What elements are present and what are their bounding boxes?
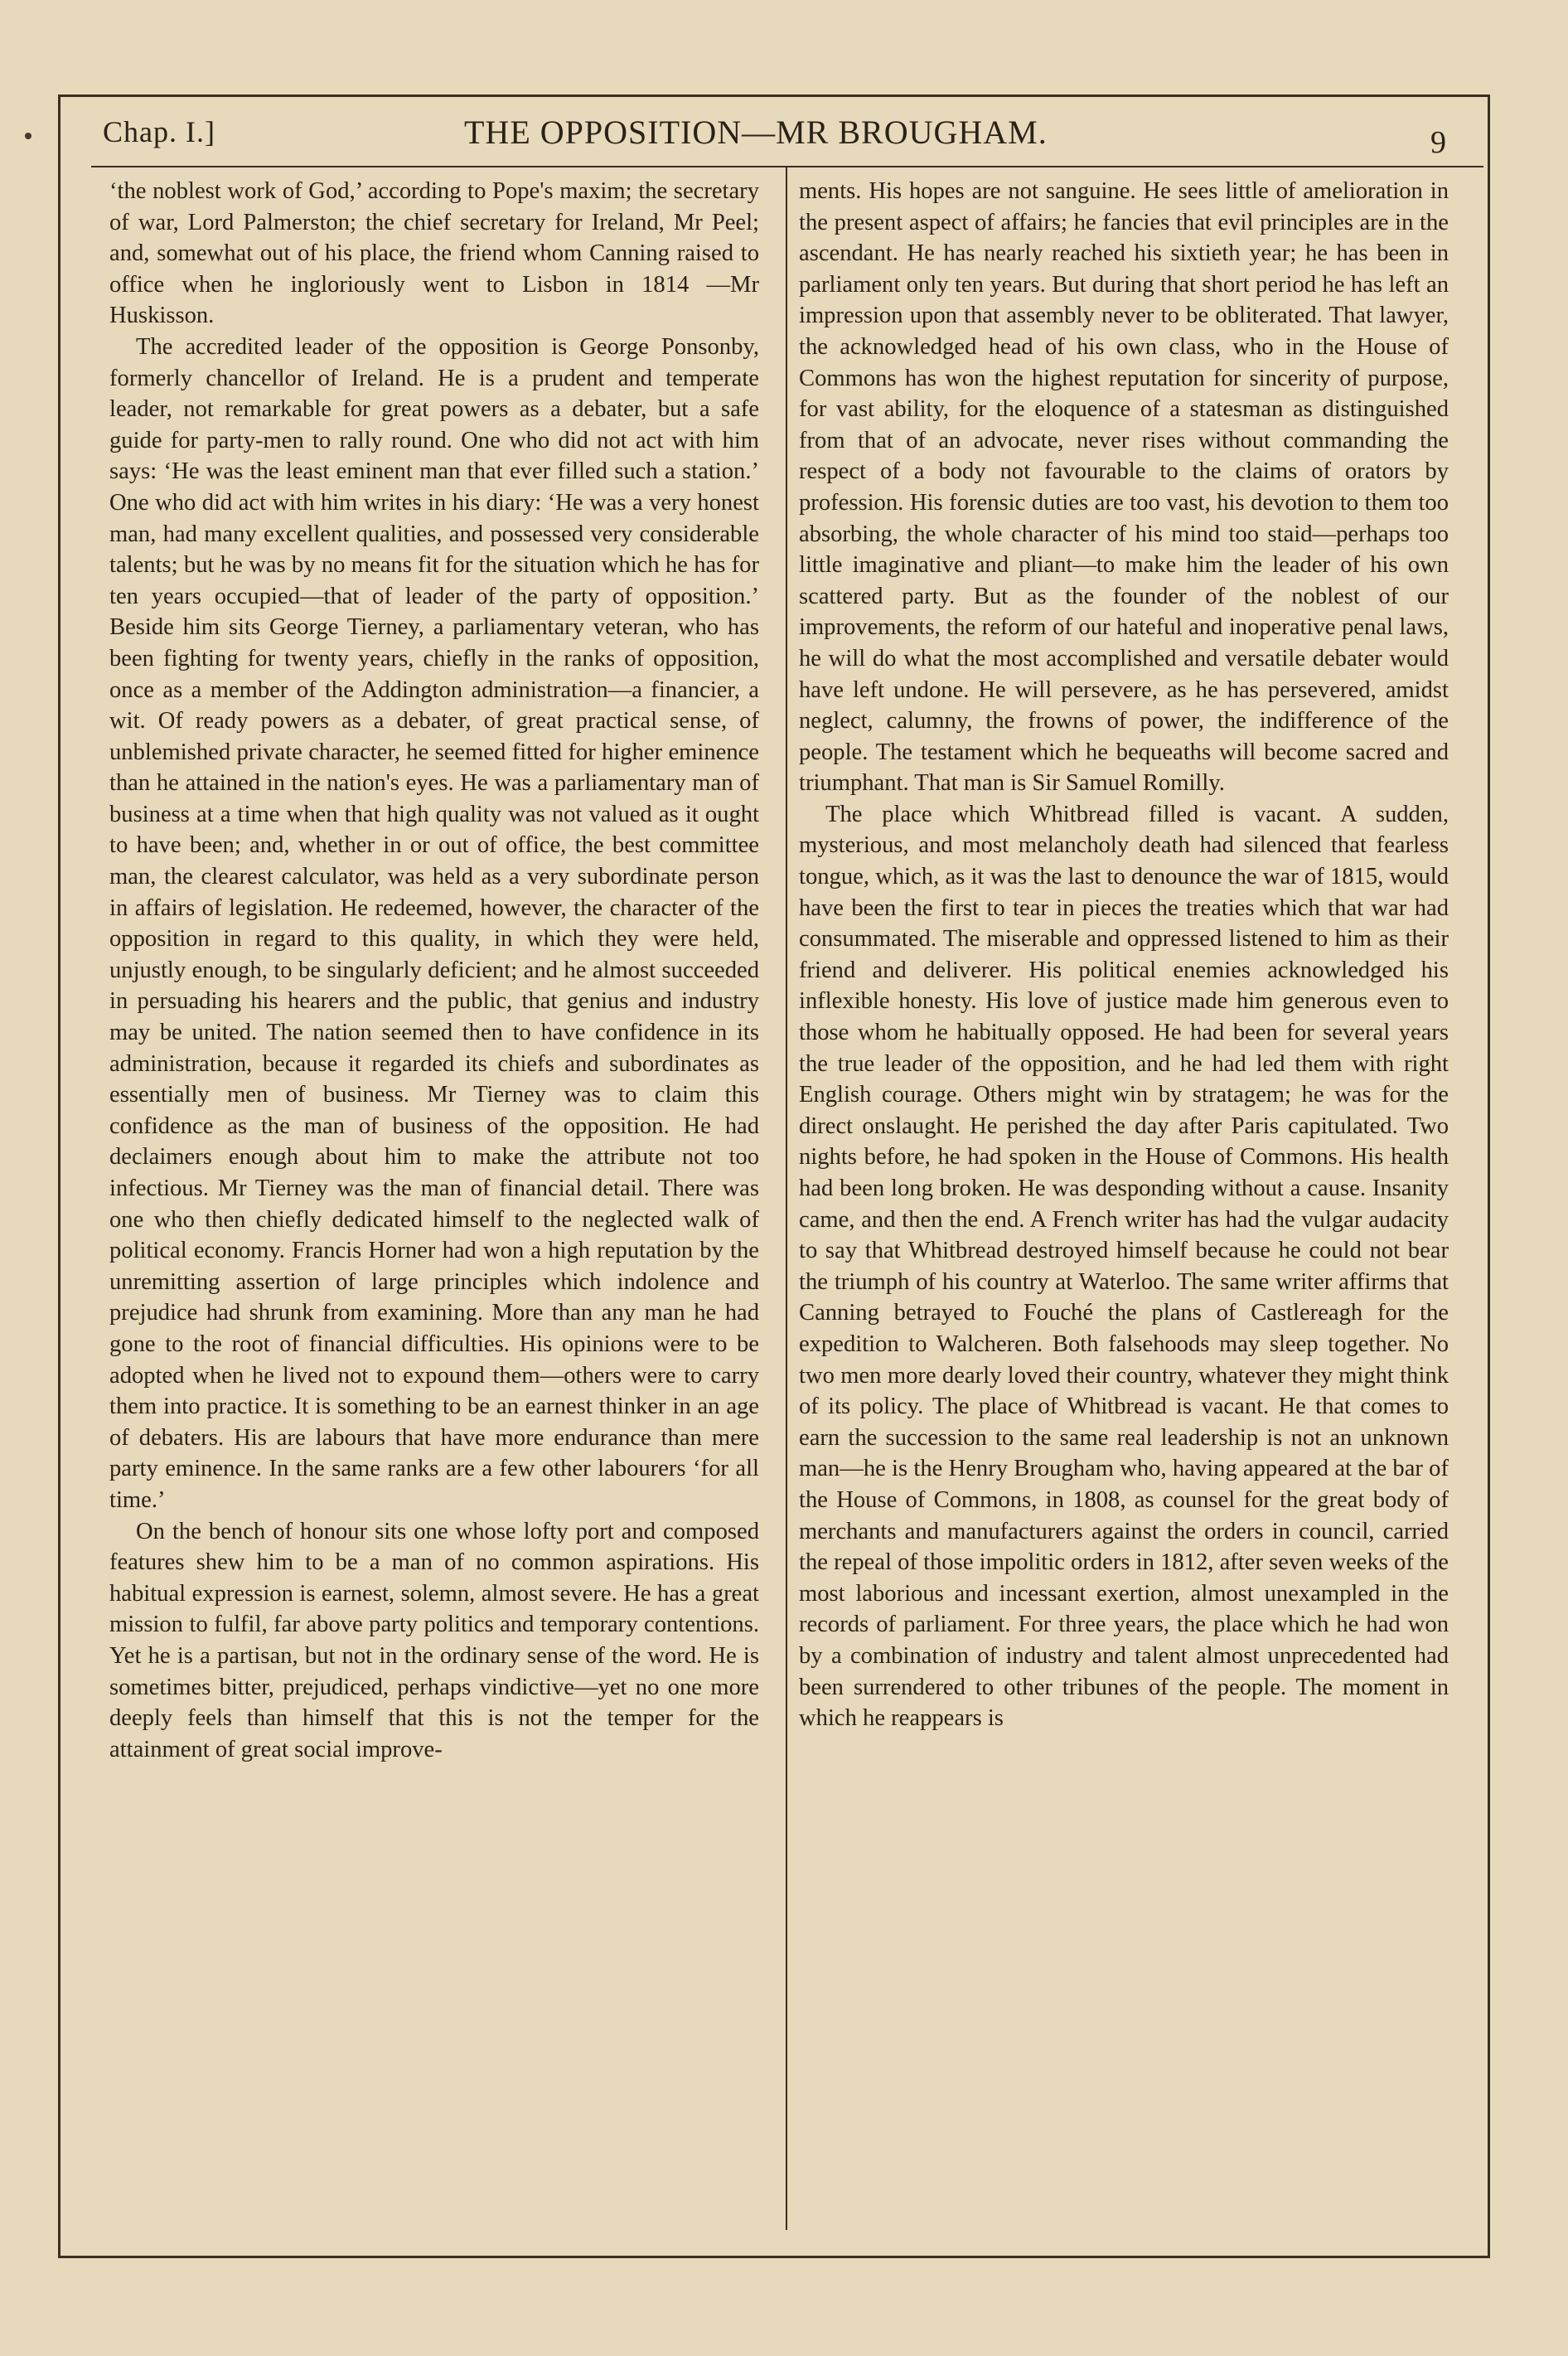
paragraph: ‘the noblest work of God,’ according to Pope's maxim; the secretary of war, Lord Palmerston; the chief secretary for Ireland, Mr Peel; and, somewhat out of his place, the friend whom Canning raised to office when he ingloriously went to Lisbon in 1814 —Mr Huskisson.: [109, 178, 759, 329]
chapter-heading: Chap. I.]: [103, 115, 215, 148]
paragraph: The place which Whitbread filled is vacant. A sudden, mysterious, and most melancholy death had silenced that fearless tongue, which, as it was the last to denounce the war of 1815, would have been the first to tear in pieces the treaties which that war had consummated. The miserable and oppressed listened to him as their friend and deliverer. His political enemies acknowledged his inflexible honesty. His love of justice made him generous even to those whom he habitually opposed. He had been for several years the true leader of the opposition, and he had led them with right English courage. Others might win by stratagem; he was for the direct onslaught. He perished the day after Paris capitulated. Two nights before, he had spoken in the House of Commons. His health had been long broken. He was desponding without a cause. Insanity came, and then the end. A French writer has had the vulgar audacity to say that Whitbread destroyed himself because he could not bear the triumph of his country at Waterloo. The same writer affirms that Canning betrayed to Fouché the plans of Castlereagh for the expedition to Walcheren. Both falsehoods may sleep together. No two men more dearly loved their country, whatever they might think of its policy. The place of Whitbread is vacant. He that comes to earn the succession to the same real leadership is not an unknown man—he is the Henry Brougham who, having appeared at the bar of the House of Commons, in 1808, as counsel for the great body of merchants and manufacturers against the orders in council, carried the repeal of those impolitic orders in 1812, after seven weeks of the most laborious and incessant exertion, almost unexampled in the records of parliament. For three years, the place which he had won by a combination of industry and talent almost unprecedented had been surrendered to other tribunes of the people. The moment in which he reappears is: [799, 801, 1449, 1732]
page-number: 9: [1430, 125, 1446, 160]
header-rule: [91, 166, 1483, 167]
paragraph: ments. His hopes are not sanguine. He sees little of amelioration in the present aspect of affairs; he fancies that evil principles are in the ascendant. He has nearly reached his sixtieth year; he has been in parliament only ten years. But during that short period he has left an impression upon that assembly never to be obliterated. That lawyer, the acknowledged head of his own class, who in the House of Commons has won the highest reputation for sincerity of purpose, for vast ability, for the eloquence of a statesman as distinguished from that of an advocate, never rises without commanding the respect of a body not favourable to the claims of orators by profession. His forensic duties are too vast, his devotion to them too absorbing, the whole character of his mind too staid—perhaps too little imaginative and pliant—to make him the leader of his own scattered party. But as the founder of the noblest of our improvements, the reform of our hateful and inoperative penal laws, he will do what the most accomplished and versatile debater would have left undone. He will persevere, as he has persevered, amidst neglect, calumny, the frowns of power, the indifference of the people. The testament which he bequeaths will become sacred and triumphant. That man is Sir Samuel Romilly.: [799, 178, 1449, 797]
margin-mark: [25, 133, 31, 139]
column-divider: [786, 166, 787, 2230]
paragraph: On the bench of honour sits one whose lofty port and composed features shew him to be a man of no common aspirations. His habitual expression is earnest, solemn, almost severe. He has a great mission to fulfil, far above party politics and temporary contentions. Yet he is a partisan, but not in the ordinary sense of the word. He is sometimes bitter, prejudiced, perhaps vindictive—yet no one more deeply feels than himself that this is not the temper for the attainment of great social improve-: [109, 1518, 759, 1762]
running-title: THE OPPOSITION—MR BROUGHAM.: [464, 114, 1048, 151]
right-column: [799, 176, 1449, 2223]
paragraph: The accredited leader of the opposition is George Ponsonby, formerly chancellor of Ireland. He is a prudent and temperate leader, not remarkable for great powers as a debater, but a safe guide for party-men to rally round. One who did not act with him says: ‘He was the least eminent man that ever filled such a station.’ One who did act with him writes in his diary: ‘He was a very honest man, had many excellent qualities, and possessed very considerable talents; but he was by no means fit for the situation which he has for ten years occupied—that of leader of the party of opposition.’ Beside him sits George Tierney, a parliamentary veteran, who has been fighting for twenty years, chiefly in the ranks of opposition, once as a member of the Addington administration—a financier, a wit. Of ready powers as a debater, of great practical sense, of unblemished private character, he seemed fitted for higher eminence than he attained in the nation's eyes. He was a parliamentary man of business at a time when that high quality was not valued as it ought to have been; and, whether in or out of office, the best committee man, the clearest calculator, was held as a very subordinate person in affairs of legislation. He redeemed, however, the character of the opposition in regard to this quality, in which they were held, unjustly enough, to be singularly deficient; and he almost succeeded in persuading his hearers and the public, that genius and industry may be united. The nation seemed then to have confidence in its administration, because it regarded its chiefs and subordinates as essentially men of business. Mr Tierney was to claim this confidence as the man of business of the opposition. He had declaimers enough about him to make the attribute not too infectious. Mr Tierney was the man of financial detail. There was one who then chiefly dedicated himself to the neglected walk of political economy. Francis Horner had won a high reputation by the unremitting assertion of large principles which indolence and prejudice had shrunk from examining. More than any man he had gone to the root of financial difficulties. His opinions were to be adopted when he lived not to expound them—others were to carry them into practice. It is something to be an earnest thinker in an age of debaters. His are labours that have more endurance than mere party eminence. In the same ranks are a few other labourers ‘for all time.’: [109, 333, 759, 1513]
left-column: [109, 176, 759, 2223]
